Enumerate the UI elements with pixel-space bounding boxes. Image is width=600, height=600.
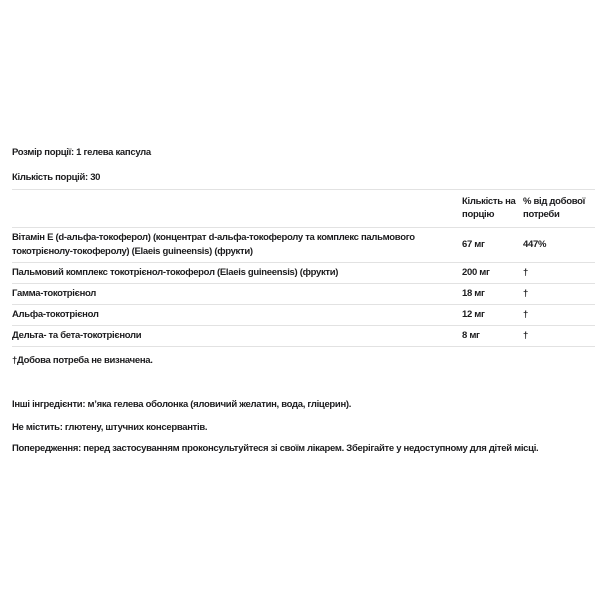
ingredient-amount: 18 мг	[462, 287, 485, 299]
ingredient-name: Альфа-токотрієнол	[12, 308, 99, 320]
table-row	[12, 305, 595, 326]
header-percent-daily-value: % від добової потреби	[523, 196, 586, 221]
table-row	[12, 263, 595, 284]
other-ingredients-line: Інші інгредієнти: м’яка гелева оболонка (яловичий желатин, вода, гліцерин).	[12, 399, 352, 411]
ingredient-amount: 67 мг	[462, 238, 485, 250]
table-header-row	[12, 189, 595, 228]
ingredient-name: Вітамін E (d-альфа-токоферол) (концентрат d-альфа-токоферолу та комплекс пальмового токотрієнолу-токоферолу) (Elaeis guineensis) (фрукти)	[12, 232, 415, 257]
ingredient-name: Дельта- та бета-токотрієноли	[12, 329, 142, 341]
supplement-facts-table	[12, 189, 595, 347]
ingredient-amount: 8 мг	[462, 329, 480, 341]
table-row	[12, 228, 595, 262]
ingredient-daily-value: 447%	[523, 238, 547, 250]
serving-size-line: Розмір порції: 1 гелева капсула	[12, 147, 151, 158]
ingredient-daily-value: †	[523, 308, 528, 320]
ingredient-amount: 200 мг	[462, 266, 490, 278]
daily-value-footnote: †Добова потреба не визначена.	[12, 355, 153, 367]
table-row	[12, 284, 595, 305]
servings-per-container-line: Кількість порцій: 30	[12, 172, 101, 184]
ingredient-daily-value: †	[523, 287, 528, 299]
ingredient-daily-value: †	[523, 329, 528, 341]
table-row	[12, 326, 595, 347]
ingredient-amount: 12 мг	[462, 308, 485, 320]
ingredient-daily-value: †	[523, 266, 528, 278]
ingredient-name: Пальмовий комплекс токотрієнол-токоферол (Elaeis guineensis) (фрукти)	[12, 266, 339, 278]
ingredient-name: Гамма-токотрієнол	[12, 287, 97, 299]
warning-line: Попередження: перед застосуванням проконсультуйтеся зі своїм лікарем. Зберігайте у недоступному для дітей місці.	[12, 443, 539, 455]
header-amount-per-serving: Кількість на порцію	[462, 196, 516, 221]
does-not-contain-line: Не містить: глютену, штучних консервантів.	[12, 422, 208, 434]
